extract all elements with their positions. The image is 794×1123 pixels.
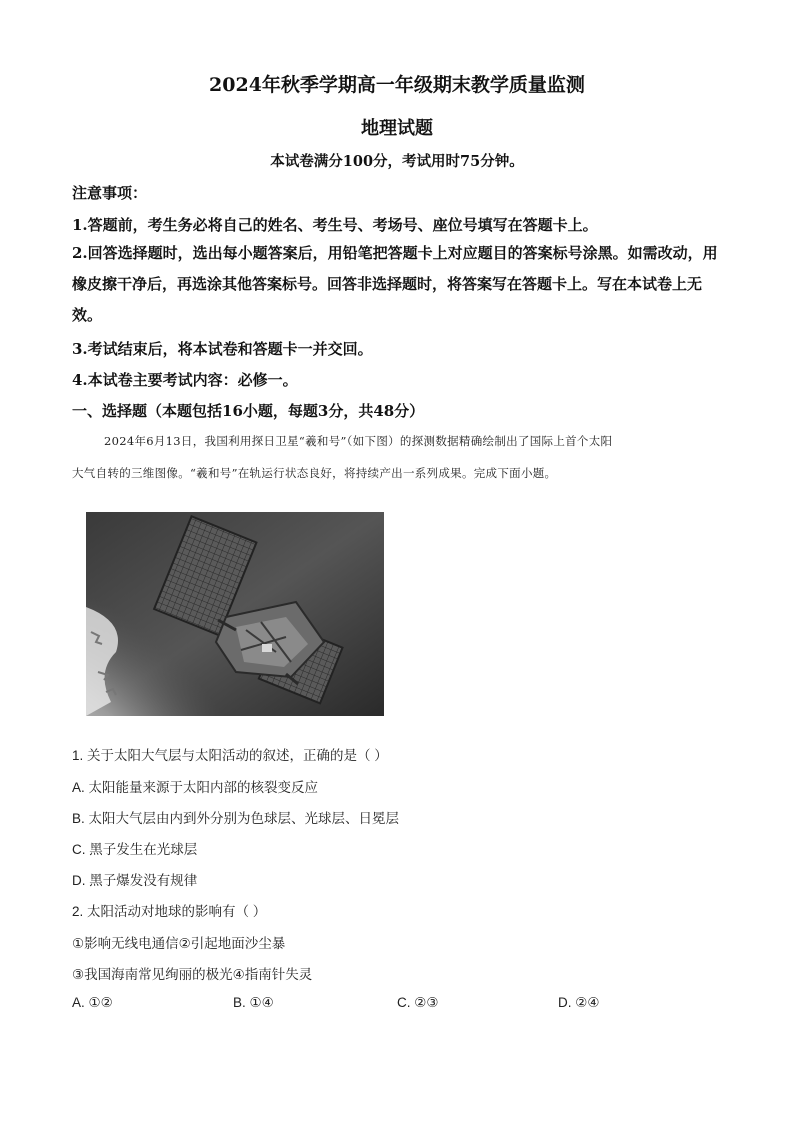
subject-title: 地理试题 <box>361 118 433 139</box>
satellite-illustration <box>86 512 384 716</box>
question-1-option-b: B. 太阳大气层由内到外分别为色球层、光球层、日冕层 <box>72 811 400 826</box>
satellite-photo <box>86 512 384 716</box>
intro-line-1: 2024年6月13日，我国利用探日卫星“羲和号”（如下图）的探测数据精确绘制出了国际上首个太阳 <box>104 434 613 448</box>
note-item-1: 1.答题前，考生务必将自己的姓名、考生号、考场号、座位号填写在答题卡上。 <box>72 216 598 234</box>
question-2-option-a: A. ①② <box>72 995 113 1010</box>
question-1-option-a: A. 太阳能量来源于太阳内部的核裂变反应 <box>72 780 319 795</box>
section-heading: 一、选择题（本题包括16小题，每题3分，共48分） <box>72 402 425 420</box>
note-item-2: 2.回答选择题时，选出每小题答案后，用铅笔把答题卡上对应题目的答案标号涂黑。如需改动，用橡皮擦干净后，再选涂其他答案标号。回答非选择题时，将答案写在答题卡上。写在本试卷上无效。 <box>72 244 718 324</box>
question-1-option-c: C. 黑子发生在光球层 <box>72 842 198 857</box>
question-2-option-d: D. ②④ <box>558 995 600 1010</box>
question-2-statement-1: ①影响无线电通信②引起地面沙尘暴 <box>72 936 286 951</box>
question-2-option-c: C. ②③ <box>397 995 439 1010</box>
question-2-option-b: B. ①④ <box>233 995 274 1010</box>
question-1-option-d: D. 黑子爆发没有规律 <box>72 873 198 888</box>
notes-heading: 注意事项： <box>72 184 148 202</box>
question-2-stem: 2. 太阳活动对地球的影响有（ ） <box>72 904 267 919</box>
note-item-4: 4.本试卷主要考试内容：必修一。 <box>72 371 298 389</box>
question-2-statement-2: ③我国海南常见绚丽的极光④指南针失灵 <box>72 967 313 982</box>
question-1-stem: 1. 关于太阳大气层与太阳活动的叙述，正确的是（ ） <box>72 748 388 763</box>
exam-info: 本试卷满分100分，考试用时75分钟。 <box>270 153 524 170</box>
intro-line-2: 大气自转的三维图像。“羲和号”在轨运行状态良好，将持续产出一系列成果。完成下面小题。 <box>72 466 557 480</box>
note-item-3: 3.考试结束后，将本试卷和答题卡一并交回。 <box>72 340 373 358</box>
exam-title: 2024年秋季学期高一年级期末教学质量监测 <box>209 74 585 96</box>
